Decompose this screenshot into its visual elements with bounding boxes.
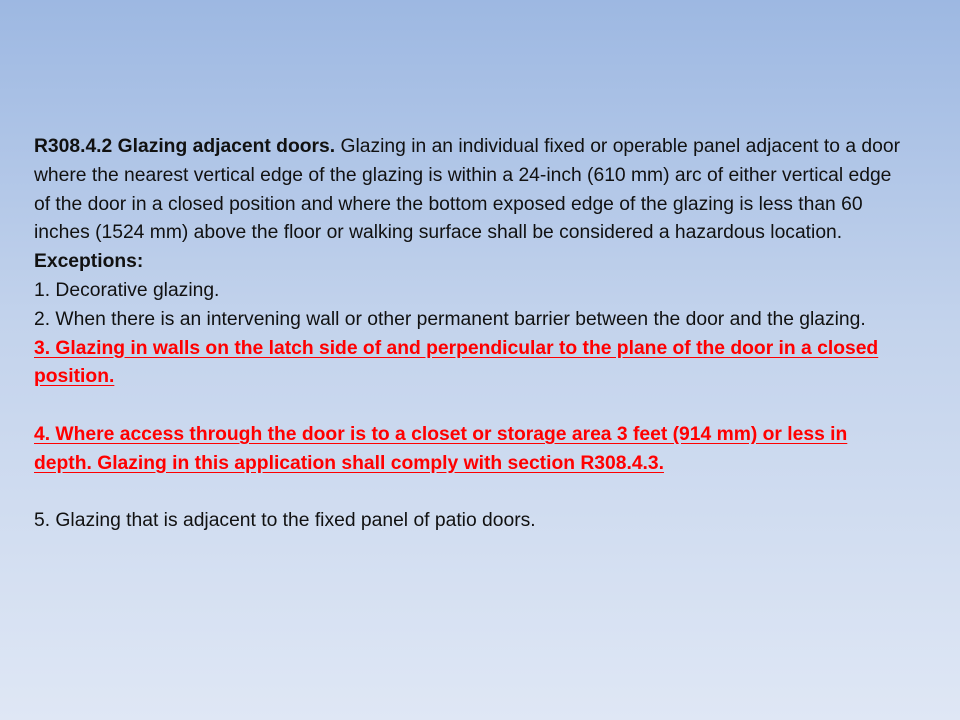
exception-5: 5. Glazing that is adjacent to the fixed panel of patio doors.	[34, 510, 536, 532]
exceptions-label: Exceptions:	[34, 251, 144, 273]
spacer	[34, 479, 900, 508]
exception-2: 2. When there is an intervening wall or other permanent barrier between the door and the glazing.	[34, 308, 866, 330]
exception-3-added: 3. Glazing in walls on the latch side of and perpendicular to the plane of the door in a closed position.	[34, 337, 879, 388]
spacer	[34, 392, 900, 421]
exception-1: 1. Decorative glazing.	[34, 279, 220, 301]
exception-4-added: 4. Where access through the door is to a closet or storage area 3 feet (914 mm) or less in depth. Glazing in this application shall comply with section R308.4.3.	[34, 423, 848, 474]
section-heading: R308.4.2 Glazing adjacent doors.	[34, 136, 336, 157]
section-body: Glazing in an individual fixed or operable panel adjacent to a door where the nearest vertical edge of the glazing is within a 24-inch (610 mm) arc of either vertical edge of the door in a closed position and where the bottom exposed edge of the glazing is less than 60 inches (1524 mm) above the floor or walking surface shall be considered a hazardous location.	[34, 136, 900, 244]
section-paragraph	[34, 133, 900, 248]
code-section-text	[34, 133, 900, 536]
